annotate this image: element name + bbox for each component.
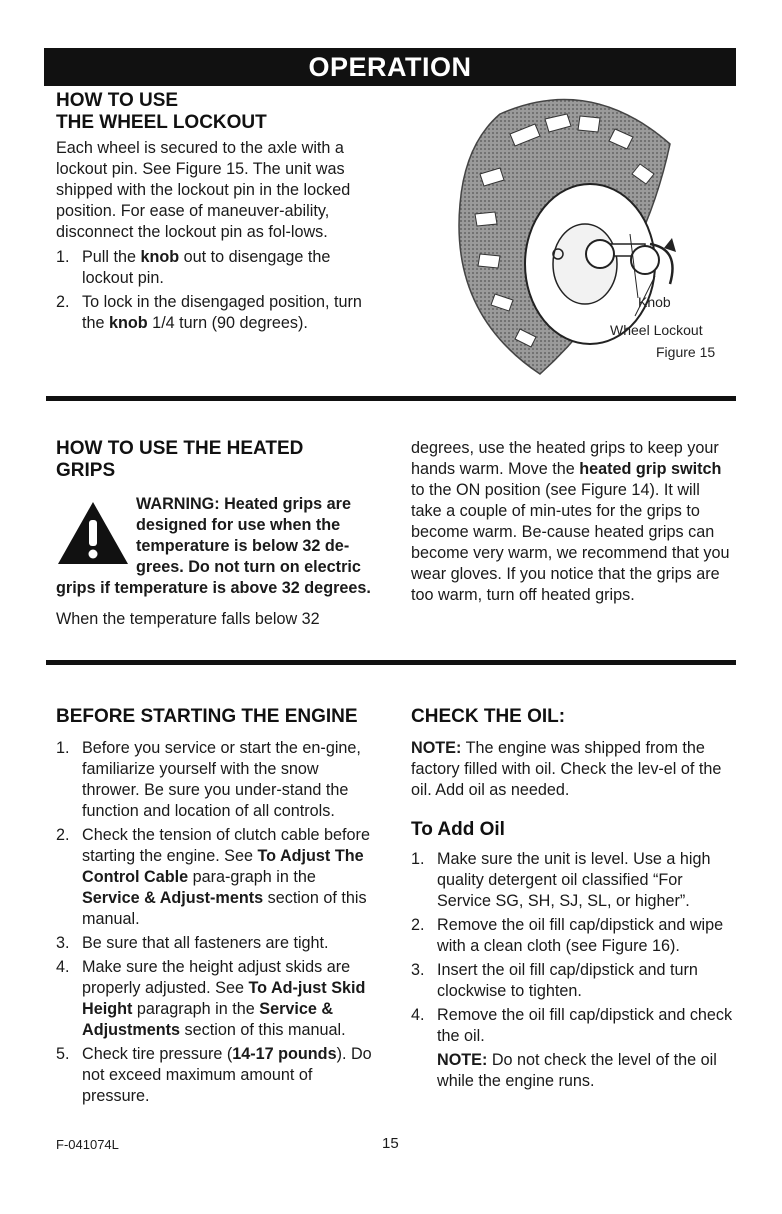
list-item — [411, 849, 733, 912]
wheel-lockout-section — [56, 90, 376, 337]
wheel-lockout-title-line1: HOW TO USE — [56, 90, 179, 111]
list-item — [411, 1005, 733, 1047]
step-number: 5. — [56, 1045, 70, 1063]
add-oil-steps — [411, 849, 733, 1047]
step-number: 1. — [411, 850, 425, 868]
list-item — [56, 1044, 378, 1107]
page-number: 15 — [382, 1135, 399, 1152]
warning-text: WARNING: Heated grips are designed for use when the temperature is below 32 de-grees. Do not turn on electric grips if temperature is above 32 degrees. — [56, 495, 371, 597]
before-starting-title: BEFORE STARTING THE ENGINE — [56, 706, 358, 727]
heated-grips-title-line1: HOW TO USE THE HEATED — [56, 438, 304, 459]
step-text: Check the tension of clutch cable before starting the engine. See To Adjust The Control Cable para-graph in the Service & Adjust-ments section of this manual. — [82, 826, 370, 928]
step-number: 2. — [56, 293, 70, 311]
step-number: 4. — [56, 958, 70, 976]
list-item — [411, 960, 733, 1002]
before-starting-section — [56, 706, 378, 1110]
check-oil-section — [411, 706, 733, 1092]
step-text: Check tire pressure (14-17 pounds). Do not exceed maximum amount of pressure. — [82, 1045, 372, 1105]
wheel-lockout-intro: Each wheel is secured to the axle with a lockout pin. See Figure 15. The unit was shipped with the lockout pin in the locked position. For ease of maneuver-ability, disconnect the lockout pin as fol-lows. — [56, 139, 351, 241]
warning-block — [56, 494, 376, 599]
step-number: 4. — [411, 1006, 425, 1024]
step-number: 2. — [411, 916, 425, 934]
check-oil-title: CHECK THE OIL: — [411, 706, 566, 727]
list-item — [56, 825, 378, 930]
knob-label: Knob — [638, 294, 671, 310]
step-text: Insert the oil fill cap/dipstick and turn clockwise to tighten. — [437, 961, 698, 1000]
step-number: 3. — [56, 934, 70, 952]
section-divider — [46, 396, 736, 401]
step-text: Make sure the height adjust skids are properly adjusted. See To Ad-just Skid Height paragraph in the Service & Adjustments section of this manual. — [82, 958, 366, 1039]
final-note: NOTE: Do not check the level of the oil while the engine runs. — [437, 1051, 717, 1090]
list-item — [56, 247, 376, 289]
step-number: 2. — [56, 826, 70, 844]
wheel-lockout-label: Wheel Lockout — [610, 322, 703, 338]
list-item — [56, 292, 376, 334]
doc-code: F-041074L — [56, 1137, 119, 1152]
wheel-lockout-title-line2: THE WHEEL LOCKOUT — [56, 112, 267, 133]
step-text: Remove the oil fill cap/dipstick and check the oil. — [437, 1006, 733, 1045]
warning-triangle-icon — [56, 500, 130, 566]
step-text: Remove the oil fill cap/dipstick and wipe with a clean cloth (see Figure 16). — [437, 916, 724, 955]
step-number: 1. — [56, 248, 70, 266]
heated-grips-body-left: When the temperature falls below 32 — [56, 610, 320, 628]
list-item — [411, 915, 733, 957]
step-text: To lock in the disengaged position, turn the knob 1/4 turn (90 degrees). — [82, 293, 362, 332]
list-item — [56, 957, 378, 1041]
figure-15 — [440, 84, 740, 384]
step-text: Make sure the unit is level. Use a high quality detergent oil classified “For Service SG, SH, SJ, SL, or higher”. — [437, 850, 711, 910]
heated-grips-body-right: degrees, use the heated grips to keep your hands warm. Move the heated grip switch to the ON position (see Figure 14). It will take a couple of min-utes for the grips to become warm. Be-cause heated grips can become very warm, we recommend that you wear gloves. If you notice that the grips are too warm, turn off heated grips. — [411, 439, 730, 604]
step-number: 3. — [411, 961, 425, 979]
step-text: Pull the knob out to disengage the lockout pin. — [82, 248, 331, 287]
step-number: 1. — [56, 739, 70, 757]
heated-grips-section — [56, 438, 376, 630]
to-add-oil-subtitle: To Add Oil — [411, 819, 505, 840]
list-item — [56, 933, 378, 954]
section-banner: OPERATION — [44, 48, 736, 86]
wheel-lockout-steps — [56, 247, 376, 334]
step-text: Before you service or start the en-gine, familiarize yourself with the snow thrower. Be sure you under-stand the function and location of all controls. — [82, 739, 361, 820]
list-item — [56, 738, 378, 822]
heated-grips-continued — [411, 438, 731, 606]
before-starting-steps — [56, 738, 378, 1107]
heated-grips-title-line2: GRIPS — [56, 460, 116, 481]
figure-caption: Figure 15 — [656, 344, 716, 360]
wheel-lockout-illustration — [440, 84, 740, 384]
step-text: Be sure that all fasteners are tight. — [82, 934, 329, 952]
section-divider — [46, 660, 736, 665]
check-oil-note: NOTE: The engine was shipped from the factory filled with oil. Check the lev-el of the oil. Add oil as needed. — [411, 739, 722, 799]
